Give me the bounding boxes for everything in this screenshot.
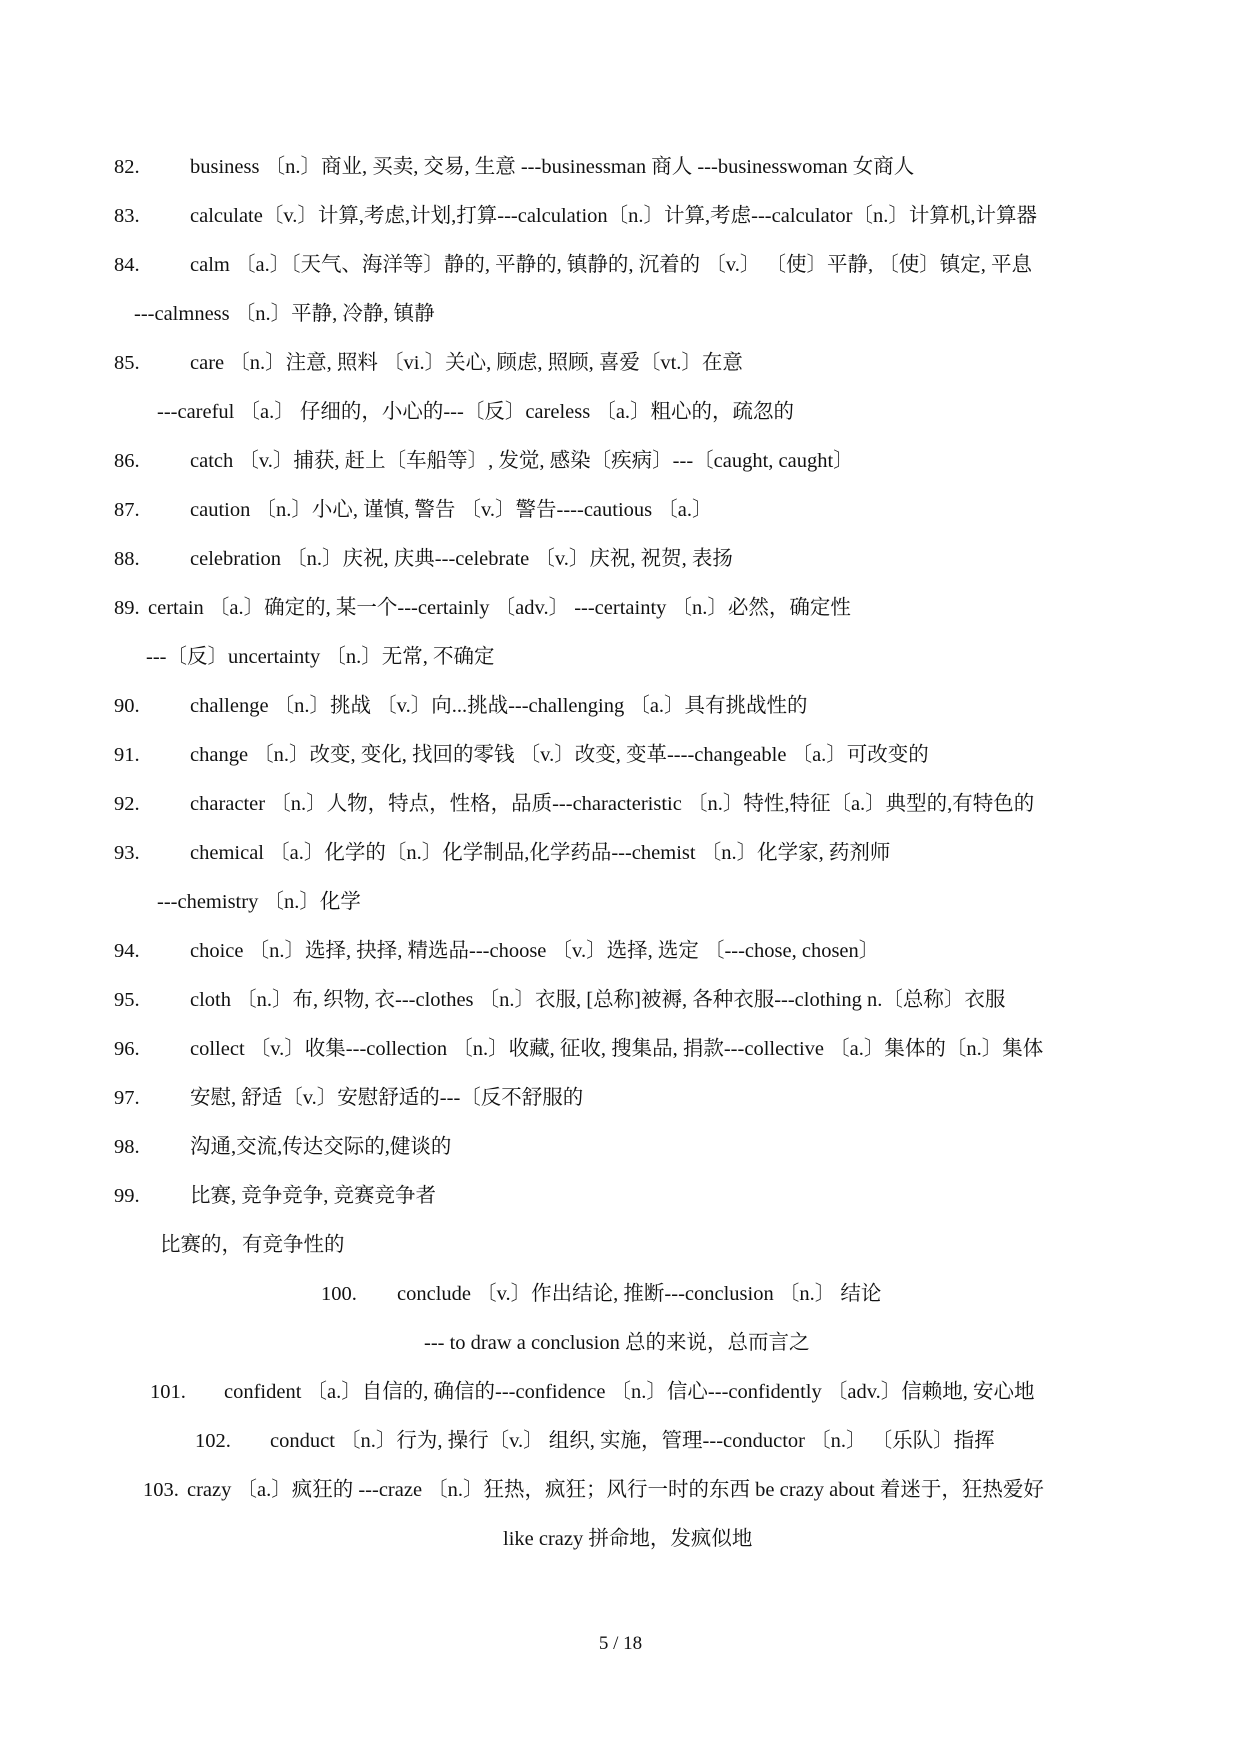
entry-number: 92.: [114, 793, 140, 815]
entry-text: choice 〔n.〕选择, 抉择, 精选品---choose 〔v.〕选择, 选定 〔---chose, chosen〕: [190, 940, 880, 962]
entry-text: business 〔n.〕商业, 买卖, 交易, 生意 ---businessman 商人 ---businesswoman 女商人: [190, 156, 915, 178]
entry-text: 安慰, 舒适〔v.〕安慰舒适的---〔反不舒服的: [190, 1087, 584, 1109]
entry-number: 97.: [114, 1087, 140, 1109]
page-indicator: 5 / 18: [598, 1633, 643, 1654]
entry-number: 83.: [114, 205, 140, 227]
entry-text: confident 〔a.〕自信的, 确信的---confidence 〔n.〕信心---confidently 〔adv.〕信赖地, 安心地: [224, 1381, 1035, 1403]
entry-number: 102.: [195, 1430, 231, 1452]
entry-text: change 〔n.〕改变, 变化, 找回的零钱 〔v.〕改变, 变革----changeable 〔a.〕可改变的: [190, 744, 929, 766]
entry-text: conclude 〔v.〕作出结论, 推断---conclusion 〔n.〕 结论: [397, 1283, 882, 1305]
entry-continuation: ---calmness 〔n.〕平静, 冷静, 镇静: [134, 303, 435, 325]
entry-number: 95.: [114, 989, 140, 1011]
entry-number: 82.: [114, 156, 140, 178]
entry-text: care 〔n.〕注意, 照料 〔vi.〕关心, 顾虑, 照顾, 喜爱〔vt.〕在意: [190, 352, 743, 374]
entry-text: cloth 〔n.〕布, 织物, 衣---clothes 〔n.〕衣服, [总称]被褥, 各种衣服---clothing n.〔总称〕衣服: [190, 989, 1006, 1011]
entry-number: 99.: [114, 1185, 140, 1207]
entry-continuation: like crazy 拼命地，发疯似地: [503, 1528, 753, 1550]
entry-number: 88.: [114, 548, 140, 570]
entry-text: calculate〔v.〕计算,考虑,计划,打算---calculation〔n.〕计算,考虑---calculator〔n.〕计算机,计算器: [190, 205, 1037, 227]
entry-continuation: ---careful 〔a.〕 仔细的，小心的---〔反〕careless 〔a.〕粗心的，疏忽的: [157, 401, 795, 423]
entry-number: 91.: [114, 744, 140, 766]
entry-continuation: --- to draw a conclusion 总的来说，总而言之: [424, 1332, 810, 1354]
entry-text: chemical 〔a.〕化学的〔n.〕化学制品,化学药品---chemist 〔n.〕化学家, 药剂师: [190, 842, 891, 864]
entry-text: caution 〔n.〕小心, 谨慎, 警告 〔v.〕警告----cautious 〔a.〕: [190, 499, 713, 521]
entry-text: challenge 〔n.〕挑战 〔v.〕向...挑战---challenging 〔a.〕具有挑战性的: [190, 695, 808, 717]
entry-number: 100.: [321, 1283, 357, 1305]
entry-text: certain 〔a.〕确定的, 某一个---certainly 〔adv.〕 ---certainty 〔n.〕必然，确定性: [148, 597, 851, 619]
entry-text: celebration 〔n.〕庆祝, 庆典---celebrate 〔v.〕庆祝, 祝贺, 表扬: [190, 548, 733, 570]
entry-number: 98.: [114, 1136, 140, 1158]
entry-number: 94.: [114, 940, 140, 962]
entry-text: collect 〔v.〕收集---collection 〔n.〕收藏, 征收, 搜集品, 捐款---collective 〔a.〕集体的〔n.〕集体: [190, 1038, 1044, 1060]
entry-number: 84.: [114, 254, 140, 276]
entry-number: 93.: [114, 842, 140, 864]
entry-number: 89.: [114, 597, 140, 619]
entry-text: 沟通,交流,传达交际的,健谈的: [190, 1136, 452, 1158]
entry-text: character 〔n.〕人物，特点，性格，品质---characteristic 〔n.〕特性,特征〔a.〕典型的,有特色的: [190, 793, 1035, 815]
entry-text: calm 〔a.〕〔天气、海洋等〕静的, 平静的, 镇静的, 沉着的 〔v.〕 〔使〕平静, 〔使〕镇定, 平息: [190, 254, 1032, 276]
entry-number: 87.: [114, 499, 140, 521]
entry-continuation: ---chemistry 〔n.〕化学: [157, 891, 361, 913]
entry-number: 86.: [114, 450, 140, 472]
entry-text: crazy 〔a.〕疯狂的 ---craze 〔n.〕狂热，疯狂；风行一时的东西 be crazy about 着迷于，狂热爱好: [187, 1479, 1044, 1501]
entry-continuation: ---〔反〕uncertainty 〔n.〕无常, 不确定: [146, 646, 495, 668]
entry-continuation: 比赛的，有竞争性的: [160, 1234, 345, 1256]
entry-text: 比赛, 竞争竞争, 竞赛竞争者: [190, 1185, 436, 1207]
entry-number: 96.: [114, 1038, 140, 1060]
entry-number: 101.: [150, 1381, 186, 1403]
entry-number: 90.: [114, 695, 140, 717]
entry-number: 85.: [114, 352, 140, 374]
entry-number: 103.: [143, 1479, 179, 1501]
entry-text: catch 〔v.〕捕获, 赶上〔车船等〕, 发觉, 感染〔疾病〕---〔caught, caught〕: [190, 450, 854, 472]
entry-text: conduct 〔n.〕行为, 操行〔v.〕 组织, 实施，管理---conductor 〔n.〕 〔乐队〕指挥: [270, 1430, 995, 1452]
